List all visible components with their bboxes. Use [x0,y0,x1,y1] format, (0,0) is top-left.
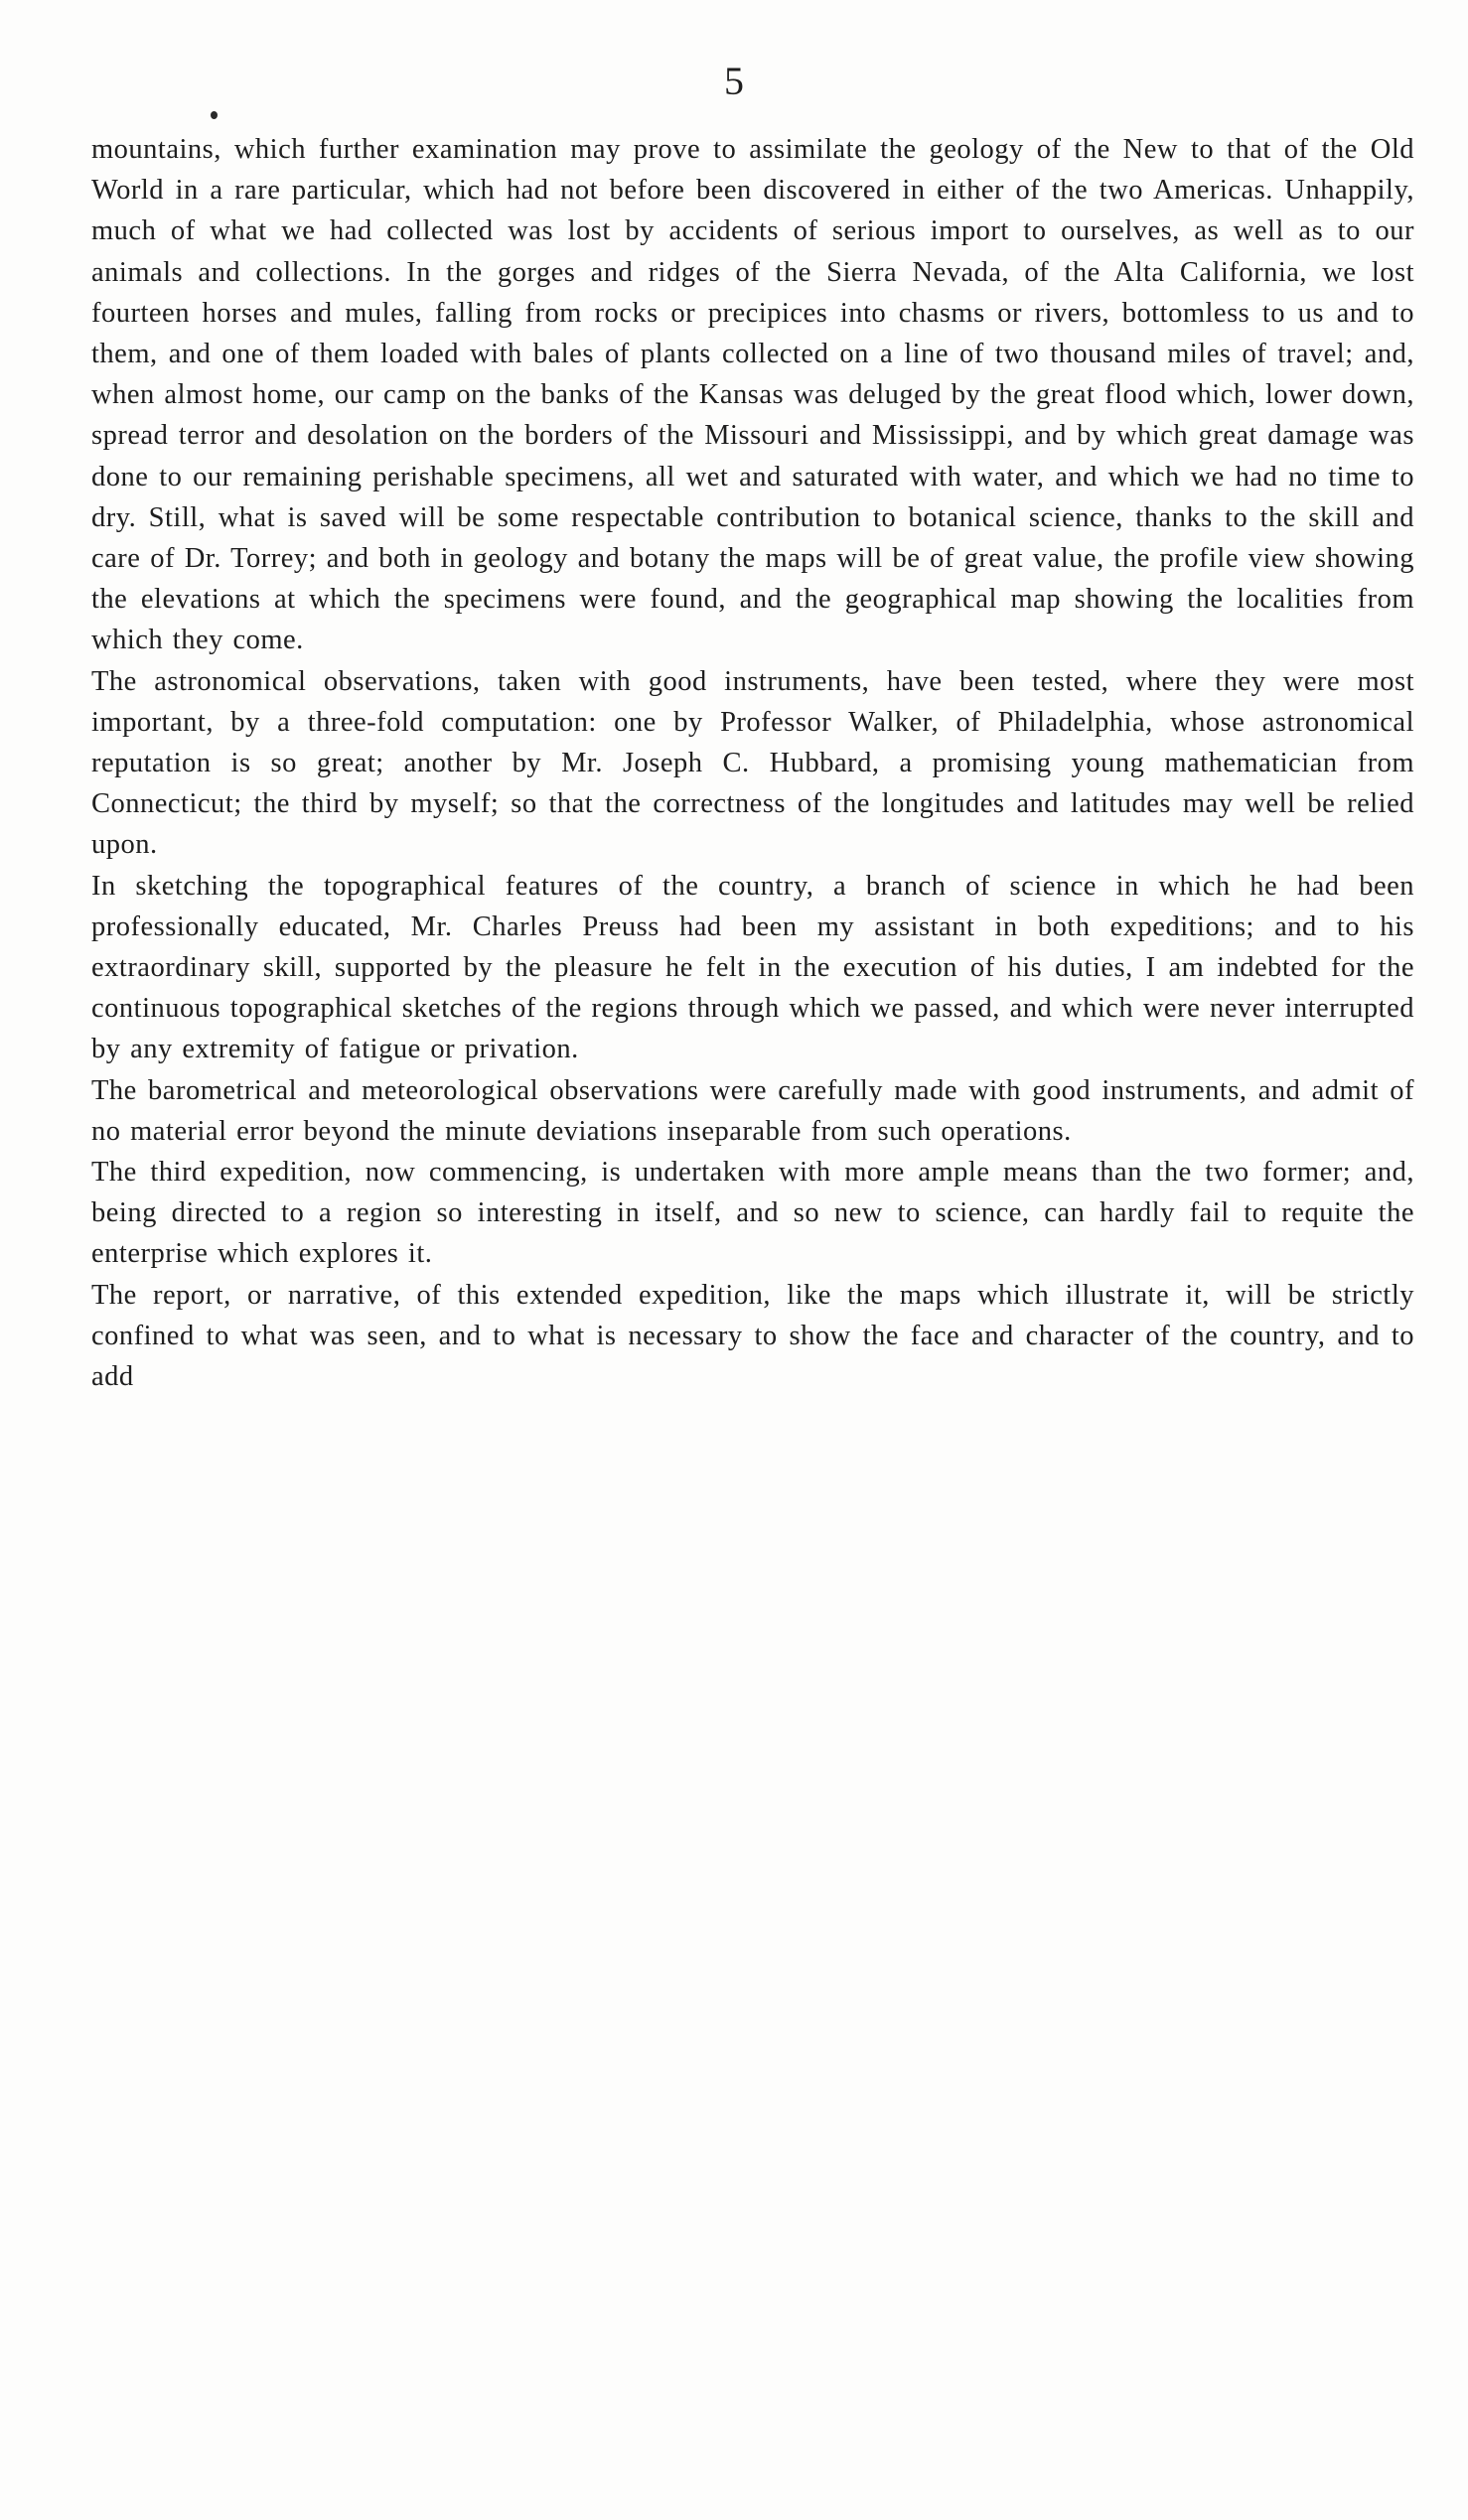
body-text [91,129,1414,1397]
ink-speck [211,111,218,119]
paragraph-topographical: In sketching the topographical features of the country, a branch of science in which he had been professionally educated, Mr. Charles Preuss had been my assistant in both expeditions; and to his extraordinary skill, supported by the pleasure he felt in the execution of his duties, I am indebted for the continuous topographical sketches of the regions through which we passed, and which were never interrupted by any extremity of fatigue or privation. [91,870,1414,1065]
paragraph-astronomical: The astronomical observations, taken with good instruments, have been tested, where they were most important, by a three-fold computation: one by Professor Walker, of Philadelphia, whose astronomical reputation is so great; another by Mr. Joseph C. Hubbard, a promising young mathematician from Connecticut; the third by myself; so that the correctness of the longitudes and latitudes may well be relied upon. [91,665,1414,861]
paragraph-mountains: mountains, which further examination may prove to assimilate the geology of the New to that of the Old World in a rare particular, which had not before been discovered in either of the two Americas. Unhappily, much of what we had collected was lost by accidents of serious import to ourselves, as well as to our animals and collections. In the gorges and ridges of the Sierra Nevada, of the Alta California, we lost fourteen horses and mules, falling from rocks or precipices into chasms or rivers, bottomless to us and to them, and one of them loaded with bales of plants collected on a line of two thousand miles of travel; and, when almost home, our camp on the banks of the Kansas was deluged by the great flood which, lower down, spread terror and desolation on the borders of the Missouri and Mississippi, and by which great damage was done to our remaining perishable specimens, all wet and saturated with water, and which we had no time to dry. Still, what is saved will be some respectable contribution to botanical science, thanks to the skill and care of Dr. Torrey; and both in geology and botany the maps will be of great value, the profile view showing the elevations at which the specimens were found, and the geographical map showing the localities from which they come. [91,134,1414,656]
paragraph-barometrical: The barometrical and meteorological observations were carefully made with good instruments, and admit of no material error beyond the minute deviations inseparable from such operations. [91,1074,1414,1147]
paragraph-report: The report, or narrative, of this extended expedition, like the maps which illustrate it, will be strictly confined to what was seen, and to what is necessary to show the face and character of the country, and to add [91,1279,1414,1393]
page-number: 5 [724,59,744,103]
paragraph-third-expedition: The third expedition, now commencing, is undertaken with more ample means than the two former; and, being directed to a region so interesting in itself, and so new to science, can hardly fail to requite the enterprise which explores it. [91,1157,1414,1270]
